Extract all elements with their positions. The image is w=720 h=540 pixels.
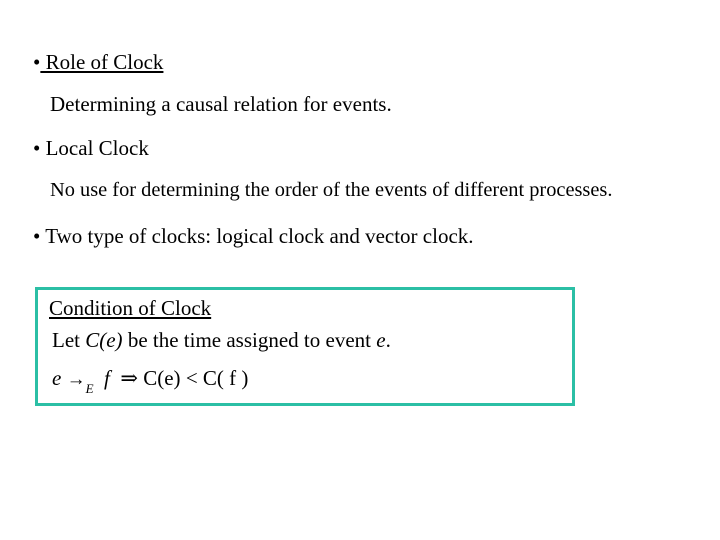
- bullet-clock-types: [33, 224, 474, 248]
- c-of-f: C( f ): [202, 366, 249, 390]
- bullet-role-of-clock: [33, 50, 163, 74]
- bullet-marker: •: [33, 136, 41, 160]
- event-e: e: [52, 366, 62, 390]
- condition-definition: [52, 328, 391, 353]
- happens-before-arrow-icon: →: [66, 369, 86, 390]
- bullet-local-description: No use for determining the order of the events of different processes.: [50, 179, 613, 201]
- definition-text: be the time assigned to event: [122, 328, 377, 352]
- condition-title: Condition of Clock: [49, 296, 212, 320]
- condition-formula: [52, 366, 249, 396]
- bullet-heading: Role of Clock: [40, 50, 164, 74]
- bullet-heading: Local Clock: [40, 136, 149, 160]
- bullet-marker: •: [33, 224, 41, 248]
- c-of-e: C(e): [85, 328, 123, 352]
- period: .: [385, 328, 391, 352]
- implies-icon: ⇒: [120, 366, 138, 390]
- bullet-role-description: Determining a causal relation for events.: [50, 92, 392, 116]
- event-f: f: [104, 366, 110, 390]
- less-than: <: [185, 366, 198, 390]
- let-text: Let: [52, 328, 86, 352]
- bullet-marker: •: [33, 50, 41, 74]
- event-e: e: [376, 328, 386, 352]
- c-of-e: C(e): [143, 366, 181, 390]
- subscript-e: E: [85, 381, 94, 396]
- bullet-local-clock: [33, 136, 149, 160]
- bullet-text: Two type of clocks: logical clock and vector clock.: [40, 224, 474, 248]
